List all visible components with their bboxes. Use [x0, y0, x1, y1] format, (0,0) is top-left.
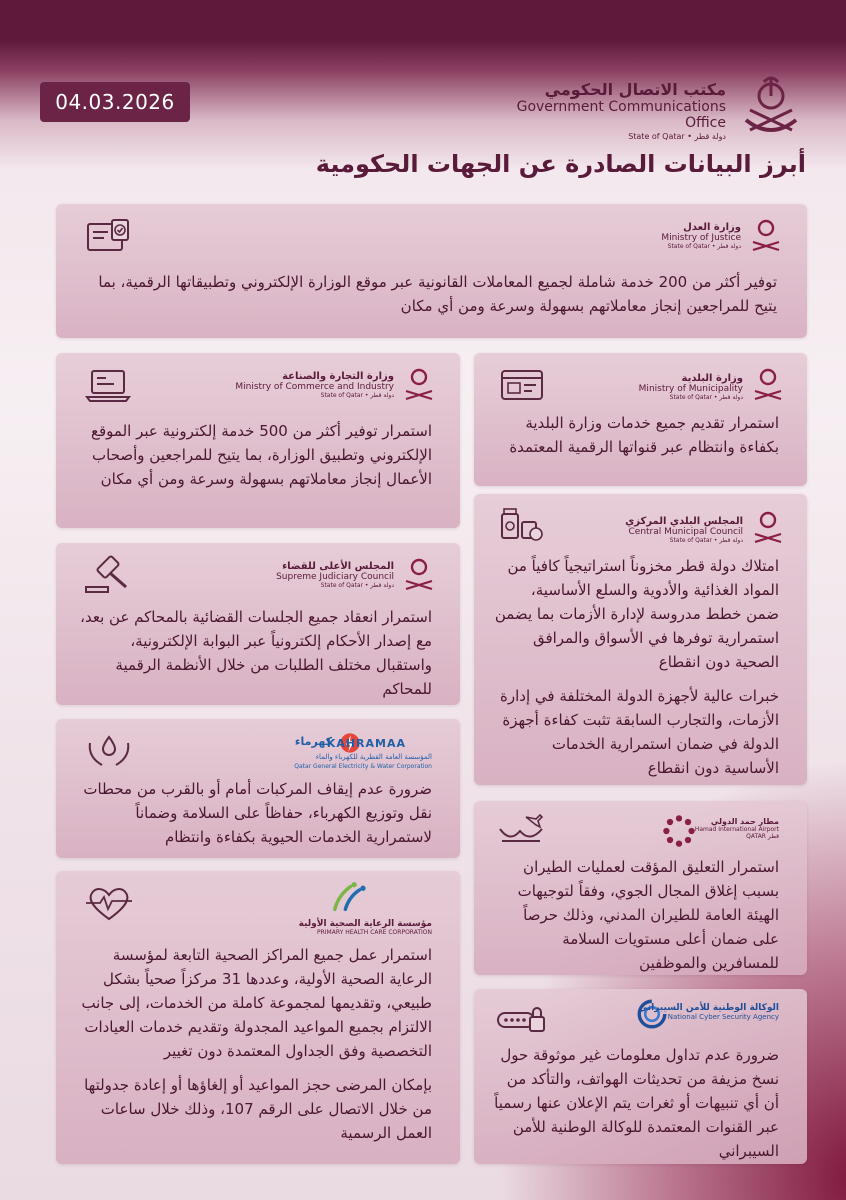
- ministry-emblem-icon: [747, 214, 785, 252]
- cmc-text: [494, 554, 779, 790]
- cmc-name-en: Central Municipal Council: [628, 527, 743, 537]
- airport-name: [695, 817, 779, 840]
- gco-name-en: Government Communications Office: [516, 99, 726, 131]
- municipality-text: استمرار تقديم جميع خدمات وزارة البلدية بكفاءة وانتظام عبر قنواتها الرقمية المعتمدة: [509, 414, 779, 456]
- kahramaa-brand-ar: كهرماء: [294, 735, 332, 748]
- cmc-text-2: خبرات عالية لأجهزة الدولة المختلفة في إدارة الأزمات، والتجارب السابقة تثبت كفاءة أجهزة الدولة في ضمان استمرارية الخدمات الأساسية دون انقطاع: [500, 687, 779, 777]
- phcc-text-2: بإمكان المرضى حجز المواعيد أو إلغاؤها أو إعادة جدولتها من خلال الاتصال على الرقم 107، وذلك خلال ساعات العمل الرسمية: [84, 1076, 432, 1142]
- cmc-text-1: امتلاك دولة قطر مخزوناً استراتيجياً كافياً من المواد الغذائية والأدوية والسلع الأساسية، ضمن خطط مدروسة لإدارة الأزمات بما يضمن استمرارية توفرها في الأسواق والمرافق الصحية دون انقطاع: [494, 557, 779, 671]
- municipality-name-ar: وزارة البلدية: [681, 373, 743, 384]
- municipality-name-en: Ministry of Municipality: [638, 384, 743, 394]
- airport-name-ar: مطار حمد الدولي: [710, 817, 779, 826]
- ncsa-name-en: National Cyber Security Agency: [667, 1013, 779, 1021]
- gco-state: State of Qatar • دولة قطر: [628, 132, 726, 141]
- ncsa-name: [639, 1003, 779, 1021]
- municipality-name: [639, 373, 743, 401]
- card-phcc: [56, 871, 460, 1164]
- gco-logo: [506, 70, 806, 140]
- card-central-municipal-council: [474, 494, 807, 785]
- phcc-name: [299, 919, 432, 936]
- cmc-name-ar: المجلس البلدي المركزي: [625, 516, 743, 527]
- justice-name-ar: وزارة العدل: [683, 222, 741, 233]
- browser-window-icon: [498, 365, 548, 405]
- ministry-emblem-icon: [749, 363, 787, 401]
- commerce-state: State of Qatar • دولة قطر: [320, 392, 394, 399]
- kahramaa-text: ضرورة عدم إيقاف المركبات أمام أو بالقرب من محطات نقل وتوزيع الكهرباء، حفاظاً على السلامة وضماناً لاستمرارية الخدمات الحيوية بكفاءة وانتظام: [83, 780, 432, 846]
- card-hamad-airport: [474, 801, 807, 975]
- card-ministry-of-commerce: [56, 353, 460, 528]
- cmc-name: [625, 516, 743, 544]
- judiciary-name: [276, 561, 394, 589]
- ministry-emblem-icon: [749, 506, 787, 544]
- commerce-name: [235, 371, 394, 399]
- card-ministry-of-municipality: [474, 353, 807, 486]
- commerce-text: استمرار توفير أكثر من 500 خدمة إلكترونية عبر الموقع الإلكتروني وتطبيق الوزارة، بما يتيح للمراجعين وأصحاب الأعمال إنجاز معاملاتهم بسهولة وسرعة ومن أي مكان: [91, 422, 432, 488]
- gco-name-ar: مكتب الاتصال الحكومي: [544, 80, 726, 99]
- ministry-emblem-icon: [400, 363, 438, 401]
- password-lock-icon: [496, 999, 546, 1039]
- justice-text: توفير أكثر من 200 خدمة شاملة لجميع المعاملات القانونية عبر موقع الوزارة الإلكتروني وتطبيقاتها الرقمية، بما يتيح للمراجعين إنجاز معاملاتهم بسهولة وسرعة ومن أي مكان: [98, 273, 777, 315]
- ministry-emblem-icon: [400, 553, 438, 591]
- phcc-name-ar: مؤسسة الرعاية الصحية الأولية: [298, 919, 432, 929]
- phcc-text-1: استمرار عمل جميع المراكز الصحية التابعة لمؤسسة الرعاية الصحية الأولية، وعددها 31 مركزاً صحياً بشكل طبيعي، وتقديمها لمجموعة كاملة من الخدمات، إلى جانب الالتزام بجميع المواعيد المجدولة وتقديم خدمات العيادات التخصصية وفق الجداول المعتمدة دون تغيير: [81, 946, 432, 1060]
- gavel-icon: [84, 555, 134, 595]
- ncsa-text: ضرورة عدم تداول معلومات غير موثوقة حول نسخ مزيفة من تحديثات الهواتف، والتأكد من أن أي تنبيهات أو ثغرات يتم الإعلان عنها رسمياً عبر القنوات المعتمدة للوكالة الوطنية للأمن السيبراني: [494, 1046, 779, 1160]
- hands-drop-icon: [84, 731, 134, 771]
- airport-state: QATAR قطر: [746, 833, 779, 840]
- phcc-logo-icon: [326, 879, 370, 915]
- judiciary-name-ar: المجلس الأعلى للقضاء: [282, 561, 394, 572]
- kahramaa-name-en: Qatar General Electricity & Water Corporation: [294, 763, 432, 770]
- commerce-name-ar: وزارة التجارة والصناعة: [282, 371, 394, 382]
- municipality-state: State of Qatar • دولة قطر: [669, 394, 743, 401]
- kahramaa-logo: [252, 731, 432, 771]
- kahramaa-name-ar: المؤسسة العامة القطرية للكهرباء والماء: [315, 753, 432, 761]
- judiciary-name-en: Supreme Judiciary Council: [276, 572, 394, 582]
- cmc-state: State of Qatar • دولة قطر: [669, 537, 743, 544]
- airport-name-en: Hamad International Airport: [694, 826, 779, 833]
- judiciary-state: State of Qatar • دولة قطر: [320, 582, 394, 589]
- card-ncsa: [474, 989, 807, 1164]
- airplane-icon: [496, 811, 546, 851]
- laptop-icon: [84, 365, 134, 405]
- card-supreme-judiciary-council: [56, 543, 460, 705]
- heart-pulse-icon: [84, 883, 134, 923]
- phcc-text: [77, 943, 432, 1155]
- judiciary-text: استمرار انعقاد جميع الجلسات القضائية بالمحاكم عن بعد، مع إصدار الأحكام إلكترونياً عبر البوابة الإلكترونية، واستقبال مختلف الطلبات من خلال الأنظمة الرقمية للمحاكم: [80, 608, 432, 698]
- hamad-airport-logo-icon: [661, 813, 697, 849]
- page-title: أبرز البيانات الصادرة عن الجهات الحكومية: [315, 150, 806, 178]
- card-kahramaa: [56, 719, 460, 858]
- card-ministry-of-justice: [56, 204, 807, 338]
- ncsa-name-ar: الوكالة الوطنية للأمن السيبراني: [638, 1003, 779, 1013]
- date-badge: 04.03.2026: [40, 82, 190, 122]
- airport-text: استمرار التعليق المؤقت لعمليات الطيران بسبب إغلاق المجال الجوي، وفقاً لتوجيهات الهيئة العامة للطيران المدني، وذلك حرصاً على ضمان أعلى مستويات السلامة للمسافرين والموظفين: [517, 858, 779, 972]
- kahramaa-brand: KAHRAMAA: [326, 737, 406, 750]
- gco-text: [506, 80, 726, 141]
- justice-state: State of Qatar • دولة قطر: [667, 243, 741, 250]
- document-check-icon: [84, 218, 134, 258]
- justice-name: [661, 222, 741, 250]
- phcc-name-en: PRIMARY HEALTH CARE CORPORATION: [317, 929, 432, 936]
- medicine-bottles-icon: [496, 504, 546, 544]
- justice-name-en: Ministry of Justice: [661, 233, 741, 243]
- qatar-emblem-icon: [736, 70, 806, 140]
- commerce-name-en: Ministry of Commerce and Industry: [235, 382, 394, 392]
